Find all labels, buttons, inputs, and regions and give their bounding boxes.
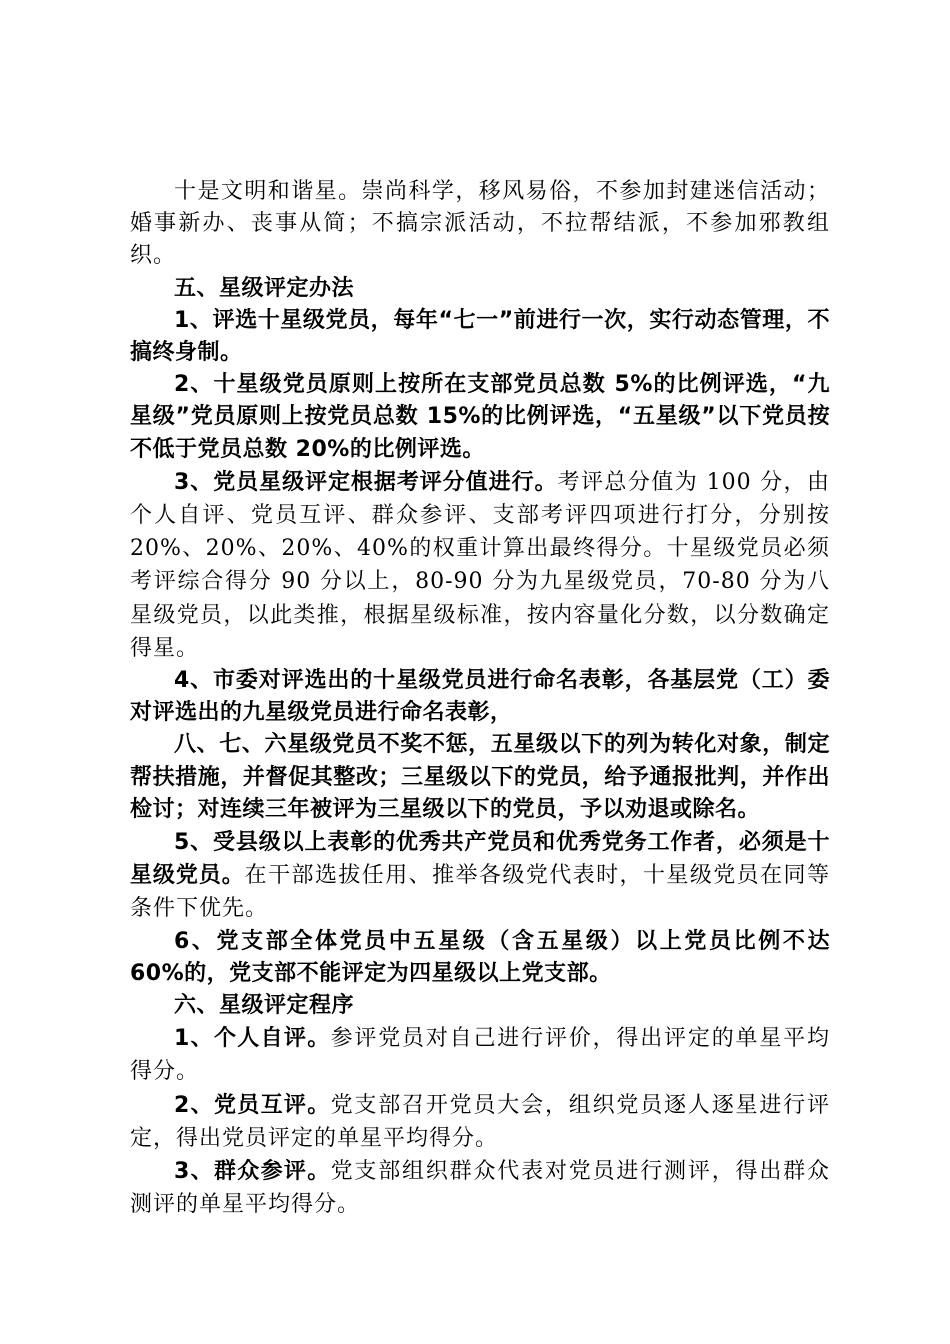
section-heading-rating-method: 五、星级评定办法	[174, 275, 355, 301]
paragraph-method-1: 1、评选十星级党员，每年“七一”前进行一次，实行动态管理，不搞终身制。	[130, 307, 830, 366]
paragraph-method-3	[130, 466, 830, 665]
paragraph-rest: 考评总分值为 100 分，由个人自评、党员互评、群众参评、支部考评四项进行打分，分别按 20%、20%、20%、40%的权重计算出最终得分。十星级党员必须考评综合得分 90 分以上，80-90 分为九星级党员，70-80 分为八星级党员，以此类推，根据星级标准，按内容量化分数，以分数确定得星。	[130, 469, 830, 661]
paragraph-lead: 1、个人自评。	[174, 1026, 331, 1052]
paragraph-procedure-3	[130, 1155, 830, 1221]
paragraph-method-4: 4、市委对评选出的十星级党员进行命名表彰，各基层党（工）委对评选出的九星级党员进行命名表彰，	[130, 668, 830, 726]
paragraph-method-4-cont: 八、七、六星级党员不奖不惩，五星级以下的列为转化对象，制定帮扶措施，并督促其整改；三星级以下的党员，给予通报批判，并作出检讨；对连续三年被评为三星级以下的党员，予以劝退或除名。	[130, 732, 830, 822]
paragraph-method-6: 6、党支部全体党员中五星级（含五星级）以上党员比例不达 60%的，党支部不能评定为四星级以上党支部。	[130, 928, 830, 986]
paragraph-rest: 参评党员对自己进行评价，得出评定的单星平均得分。	[130, 1026, 830, 1085]
section-heading-rating-procedure: 六、星级评定程序	[174, 993, 355, 1019]
paragraph-rest: 党支部召开党员大会，组织党员逐人逐星进行评定，得出党员评定的单星平均得分。	[130, 1092, 830, 1151]
paragraph-method-2: 2、十星级党员原则上按所在支部党员总数 5%的比例评选，“九星级”党员原则上按党员总数 15%的比例评选，“五星级”以下党员按不低于党员总数 20%的比例评选。	[130, 372, 830, 462]
paragraph-rest: 党支部组织群众代表对党员进行测评，得出群众测评的单星平均得分。	[130, 1159, 830, 1218]
paragraph-lead: 3、群众参评。	[174, 1159, 331, 1185]
paragraph-civility-star: 十是文明和谐星。崇尚科学，移风易俗，不参加封建迷信活动；婚事新办、丧事从简；不搞宗派活动，不拉帮结派，不参加邪教组织。	[130, 179, 830, 269]
paragraph-procedure-2	[130, 1089, 830, 1155]
document-body	[130, 176, 830, 1222]
paragraph-rest: 在干部选拔任用、推举各级党代表时，十星级党员在同等条件下优先。	[130, 863, 830, 922]
paragraph-procedure-1	[130, 1022, 830, 1088]
paragraph-method-5	[130, 826, 830, 926]
paragraph-lead: 5、受县级以上表彰的优秀共产党员和优秀党务工作者，必须是十星级党员。	[130, 830, 830, 889]
paragraph-lead: 2、党员互评。	[174, 1092, 331, 1118]
paragraph-lead: 3、党员星级评定根据考评分值进行。	[174, 469, 558, 495]
